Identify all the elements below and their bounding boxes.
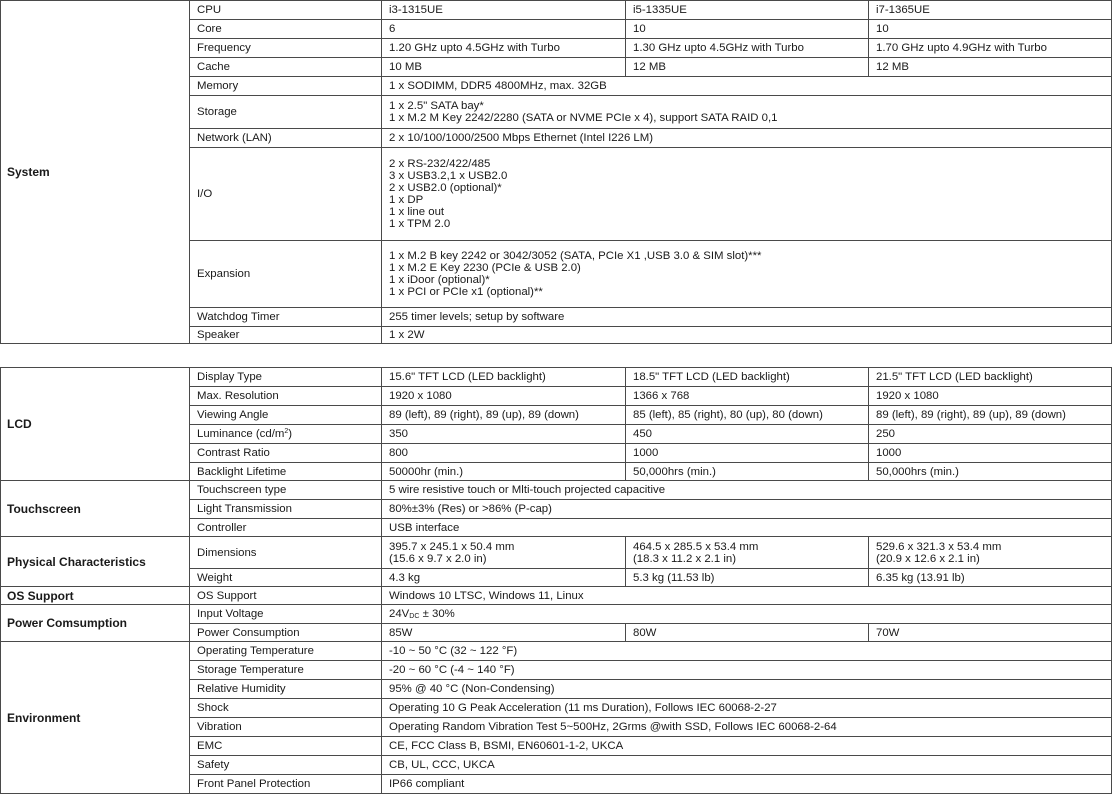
dimensions-21 bbox=[869, 537, 1112, 569]
io-line: 1 x TPM 2.0 bbox=[389, 218, 451, 230]
label-safety: Safety bbox=[190, 756, 382, 775]
viewing-angle-21: 89 (left), 89 (right), 89 (up), 89 (down) bbox=[869, 406, 1112, 425]
power-15: 85W bbox=[382, 624, 626, 642]
dimension-line: (15.6 x 9.7 x 2.0 in) bbox=[389, 552, 487, 565]
weight-18: 5.3 kg (11.53 lb) bbox=[626, 569, 869, 587]
power-18: 80W bbox=[626, 624, 869, 642]
category-system: System bbox=[1, 1, 190, 344]
frequency-i7: 1.70 GHz upto 4.9GHz with Turbo bbox=[869, 39, 1112, 58]
system-spec-table bbox=[0, 0, 1112, 344]
cpu-i5: i5-1335UE bbox=[626, 1, 869, 20]
contrast-21: 1000 bbox=[869, 444, 1112, 463]
label-memory: Memory bbox=[190, 77, 382, 96]
label-io: I/O bbox=[190, 148, 382, 241]
io-line: 3 x USB3.2,1 x USB2.0 bbox=[389, 170, 508, 182]
io-line: 1 x DP bbox=[389, 194, 424, 206]
dimension-line: (18.3 x 11.2 x 2.1 in) bbox=[633, 552, 736, 565]
safety-value: CB, UL, CCC, UKCA bbox=[382, 756, 1112, 775]
label-shock: Shock bbox=[190, 699, 382, 718]
table-row bbox=[1, 368, 1112, 387]
backlight-21: 50,000hrs (min.) bbox=[869, 463, 1112, 481]
label-power-consumption: Power Consumption bbox=[190, 624, 382, 642]
viewing-angle-18: 85 (left), 85 (right), 80 (up), 80 (down) bbox=[626, 406, 869, 425]
label-os-support: OS Support bbox=[190, 587, 382, 605]
luminance-18: 450 bbox=[626, 425, 869, 444]
frequency-i5: 1.30 GHz upto 4.5GHz with Turbo bbox=[626, 39, 869, 58]
power-21: 70W bbox=[869, 624, 1112, 642]
label-contrast: Contrast Ratio bbox=[190, 444, 382, 463]
cpu-i7: i7-1365UE bbox=[869, 1, 1112, 20]
storage-line: 1 x M.2 M Key 2242/2280 (SATA or NVME PCIe x 4), support SATA RAID 0,1 bbox=[389, 112, 778, 124]
emc-value: CE, FCC Class B, BSMI, EN60601-1-2, UKCA bbox=[382, 737, 1112, 756]
label-watchdog: Watchdog Timer bbox=[190, 308, 382, 327]
speaker-value: 1 x 2W bbox=[382, 327, 1112, 344]
label-cache: Cache bbox=[190, 58, 382, 77]
vibration-value: Operating Random Vibration Test 5~500Hz, 2Grms @with SSD, Follows IEC 60068-2-64 bbox=[382, 718, 1112, 737]
cache-i7: 12 MB bbox=[869, 58, 1112, 77]
shock-value: Operating 10 G Peak Acceleration (11 ms Duration), Follows IEC 60068-2-27 bbox=[382, 699, 1112, 718]
label-speaker: Speaker bbox=[190, 327, 382, 344]
label-luminance bbox=[190, 425, 382, 444]
label-touch-type: Touchscreen type bbox=[190, 481, 382, 500]
display-type-15: 15.6" TFT LCD (LED backlight) bbox=[382, 368, 626, 387]
storage-temp-value: -20 ~ 60 °C (-4 ~ 140 °F) bbox=[382, 661, 1112, 680]
watchdog-value: 255 timer levels; setup by software bbox=[382, 308, 1112, 327]
front-panel-value: IP66 compliant bbox=[382, 775, 1112, 794]
input-voltage-suffix: ± 30% bbox=[419, 608, 455, 620]
humidity-value: 95% @ 40 °C (Non-Condensing) bbox=[382, 680, 1112, 699]
viewing-angle-15: 89 (left), 89 (right), 89 (up), 89 (down) bbox=[382, 406, 626, 425]
memory-value: 1 x SODIMM, DDR5 4800MHz, max. 32GB bbox=[382, 77, 1112, 96]
io-line: 2 x RS-232/422/485 bbox=[389, 158, 491, 170]
light-transmission-value: 80%±3% (Res) or >86% (P-cap) bbox=[382, 500, 1112, 519]
dimension-line: 395.7 x 245.1 x 50.4 mm bbox=[389, 540, 515, 553]
os-support-value: Windows 10 LTSC, Windows 11, Linux bbox=[382, 587, 1112, 605]
label-network: Network (LAN) bbox=[190, 129, 382, 148]
category-os: OS Support bbox=[1, 587, 190, 605]
core-i7: 10 bbox=[869, 20, 1112, 39]
luminance-label-end: ) bbox=[288, 428, 293, 440]
cache-i3: 10 MB bbox=[382, 58, 626, 77]
display-type-21: 21.5" TFT LCD (LED backlight) bbox=[869, 368, 1112, 387]
luminance-label-text: Luminance (cd/m bbox=[197, 428, 285, 440]
table-row bbox=[1, 587, 1112, 605]
input-voltage-prefix: 24V bbox=[389, 608, 410, 620]
label-emc: EMC bbox=[190, 737, 382, 756]
backlight-18: 50,000hrs (min.) bbox=[626, 463, 869, 481]
dimension-line: 529.6 x 321.3 x 53.4 mm bbox=[876, 540, 1002, 553]
backlight-15: 50000hr (min.) bbox=[382, 463, 626, 481]
storage-line: 1 x 2.5" SATA bay* bbox=[389, 100, 484, 112]
table-row bbox=[1, 605, 1112, 624]
controller-value: USB interface bbox=[382, 519, 1112, 537]
table-row bbox=[1, 642, 1112, 661]
resolution-15: 1920 x 1080 bbox=[382, 387, 626, 406]
category-lcd: LCD bbox=[1, 368, 190, 481]
table-row bbox=[1, 537, 1112, 569]
luminance-15: 350 bbox=[382, 425, 626, 444]
luminance-label-sup: 2 bbox=[284, 428, 289, 435]
display-type-18: 18.5" TFT LCD (LED backlight) bbox=[626, 368, 869, 387]
dimension-line: (20.9 x 12.6 x 2.1 in) bbox=[876, 552, 980, 565]
label-weight: Weight bbox=[190, 569, 382, 587]
resolution-21: 1920 x 1080 bbox=[869, 387, 1112, 406]
cache-i5: 12 MB bbox=[626, 58, 869, 77]
luminance-21: 250 bbox=[869, 425, 1112, 444]
label-humidity: Relative Humidity bbox=[190, 680, 382, 699]
label-dimensions: Dimensions bbox=[190, 537, 382, 569]
label-core: Core bbox=[190, 20, 382, 39]
label-controller: Controller bbox=[190, 519, 382, 537]
label-expansion: Expansion bbox=[190, 241, 382, 308]
weight-21: 6.35 kg (13.91 lb) bbox=[869, 569, 1112, 587]
label-backlight: Backlight Lifetime bbox=[190, 463, 382, 481]
category-power: Power Comsumption bbox=[1, 605, 190, 642]
label-storage-temp: Storage Temperature bbox=[190, 661, 382, 680]
label-cpu: CPU bbox=[190, 1, 382, 20]
expansion-line: 1 x PCI or PCIe x1 (optional)** bbox=[389, 286, 543, 298]
dimension-line: 464.5 x 285.5 x 53.4 mm bbox=[633, 540, 759, 553]
touch-type-value: 5 wire resistive touch or Mlti-touch projected capacitive bbox=[382, 481, 1112, 500]
expansion-line: 1 x M.2 E Key 2230 (PCIe & USB 2.0) bbox=[389, 262, 581, 274]
label-vibration: Vibration bbox=[190, 718, 382, 737]
core-i5: 10 bbox=[626, 20, 869, 39]
input-voltage-value bbox=[382, 605, 1112, 624]
dimensions-15 bbox=[382, 537, 626, 569]
io-line: 2 x USB2.0 (optional)* bbox=[389, 182, 502, 194]
category-environment: Environment bbox=[1, 642, 190, 794]
label-light-transmission: Light Transmission bbox=[190, 500, 382, 519]
expansion-value bbox=[382, 241, 1112, 308]
label-display-type: Display Type bbox=[190, 368, 382, 387]
table-row bbox=[1, 481, 1112, 500]
table-row bbox=[1, 1, 1112, 20]
network-value: 2 x 10/100/1000/2500 Mbps Ethernet (Intel I226 LM) bbox=[382, 129, 1112, 148]
label-viewing-angle: Viewing Angle bbox=[190, 406, 382, 425]
cpu-i3: i3-1315UE bbox=[382, 1, 626, 20]
label-resolution: Max. Resolution bbox=[190, 387, 382, 406]
category-physical: Physical Characteristics bbox=[1, 537, 190, 587]
display-spec-table bbox=[0, 367, 1112, 794]
contrast-18: 1000 bbox=[626, 444, 869, 463]
weight-15: 4.3 kg bbox=[382, 569, 626, 587]
expansion-line: 1 x M.2 B key 2242 or 3042/3052 (SATA, PCIe X1 ,USB 3.0 & SIM slot)*** bbox=[389, 250, 762, 262]
core-i3: 6 bbox=[382, 20, 626, 39]
label-front-panel: Front Panel Protection bbox=[190, 775, 382, 794]
resolution-18: 1366 x 768 bbox=[626, 387, 869, 406]
storage-value bbox=[382, 96, 1112, 129]
operating-temp-value: -10 ~ 50 °C (32 ~ 122 °F) bbox=[382, 642, 1112, 661]
io-value bbox=[382, 148, 1112, 241]
io-line: 1 x line out bbox=[389, 206, 445, 218]
label-frequency: Frequency bbox=[190, 39, 382, 58]
expansion-line: 1 x iDoor (optional)* bbox=[389, 274, 490, 286]
label-operating-temp: Operating Temperature bbox=[190, 642, 382, 661]
dimensions-18 bbox=[626, 537, 869, 569]
input-voltage-sub: DC bbox=[409, 613, 420, 620]
category-touchscreen: Touchscreen bbox=[1, 481, 190, 537]
label-input-voltage: Input Voltage bbox=[190, 605, 382, 624]
frequency-i3: 1.20 GHz upto 4.5GHz with Turbo bbox=[382, 39, 626, 58]
label-storage: Storage bbox=[190, 96, 382, 129]
contrast-15: 800 bbox=[382, 444, 626, 463]
